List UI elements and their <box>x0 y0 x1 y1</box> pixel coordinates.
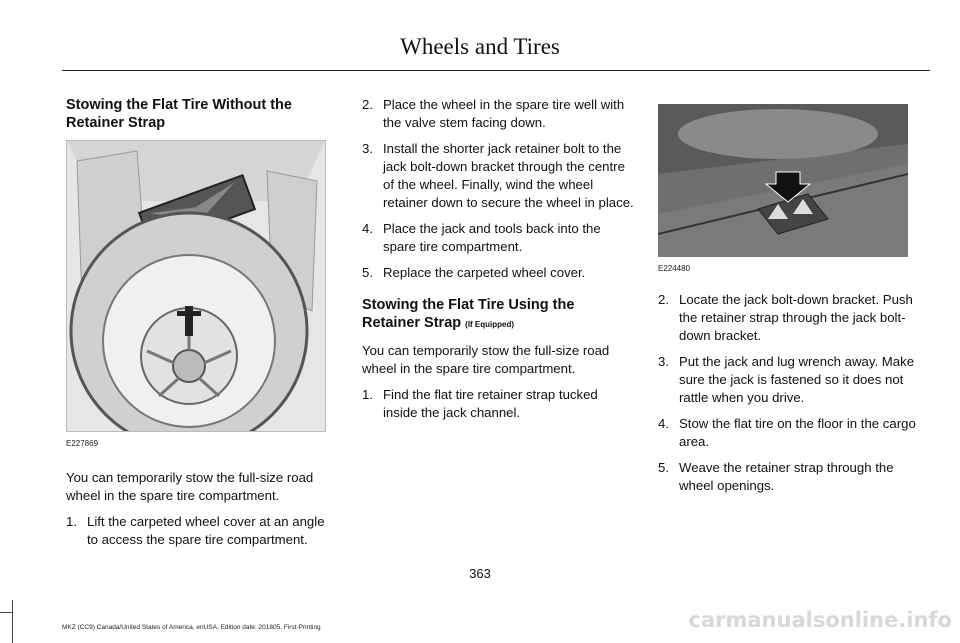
steps-list <box>658 291 926 495</box>
heading-suffix: (If Equipped) <box>465 320 515 329</box>
step-text: Weave the retainer strap through the wheel openings. <box>679 460 894 493</box>
header-divider <box>62 70 930 71</box>
step-text: Replace the carpeted wheel cover. <box>383 265 586 280</box>
section-heading-text: Stowing the Flat Tire Using the Retainer Strap <box>362 297 575 331</box>
list-item <box>658 353 926 407</box>
step-number: 4. <box>362 221 373 236</box>
intro-paragraph: You can temporarily stow the full-size road wheel in the spare tire compartment. <box>362 343 610 376</box>
page-number: 363 <box>469 566 491 581</box>
step-number: 4. <box>658 416 669 431</box>
steps-list <box>362 386 634 422</box>
edition-info: MKZ (CC9) Canada/United States of America, enUSA, Edition date: 201805, First-Printing <box>62 624 321 631</box>
list-item <box>658 291 926 345</box>
step-text: Locate the jack bolt-down bracket. Push the retainer strap through the jack bolt-down bracket. <box>679 292 913 343</box>
step-text: Put the jack and lug wrench away. Make sure the jack is fastened so it does not rattle when you drive. <box>679 354 915 405</box>
list-item <box>362 386 634 422</box>
step-number: 2. <box>362 97 373 112</box>
list-item <box>362 220 634 256</box>
watermark: carmanualsonline.info <box>688 608 952 632</box>
spare-tire-compartment-illustration <box>67 141 325 431</box>
list-item <box>66 513 334 549</box>
column-3 <box>658 104 926 503</box>
figure-code: E227869 <box>66 439 99 448</box>
step-number: 1. <box>362 387 373 402</box>
list-item <box>362 140 634 212</box>
page-title: Wheels and Tires <box>400 34 560 59</box>
list-item <box>658 459 926 495</box>
crop-mark <box>12 600 13 643</box>
list-item <box>362 264 634 282</box>
section-heading-without-strap: Stowing the Flat Tire Without the Retainer Strap <box>66 97 292 131</box>
jack-bracket-illustration <box>658 104 908 257</box>
step-text: Place the jack and tools back into the spare tire compartment. <box>383 221 601 254</box>
step-text: Install the shorter jack retainer bolt to the jack bolt-down bracket through the centre of the wheel. Finally, wind the wheel retainer down to secure the wheel in place. <box>383 141 634 210</box>
step-number: 1. <box>66 514 77 529</box>
step-number: 3. <box>362 141 373 156</box>
intro-paragraph: You can temporarily stow the full-size road wheel in the spare tire compartment. <box>66 470 314 503</box>
crop-mark <box>0 612 12 613</box>
steps-list <box>362 96 634 282</box>
figure-spare-tire-compartment <box>66 140 326 432</box>
column-1 <box>66 96 334 557</box>
step-text: Place the wheel in the spare tire well with the valve stem facing down. <box>383 97 625 130</box>
figure-jack-bolt-down-bracket <box>658 104 908 257</box>
step-number: 2. <box>658 292 669 307</box>
steps-list <box>66 513 334 549</box>
figure-code: E224480 <box>658 264 691 273</box>
section-heading-with-strap <box>362 296 634 334</box>
list-item <box>362 96 634 132</box>
step-text: Lift the carpeted wheel cover at an angle to access the spare tire compartment. <box>87 514 325 547</box>
step-text: Stow the flat tire on the floor in the cargo area. <box>679 416 916 449</box>
step-number: 5. <box>658 460 669 475</box>
column-2 <box>362 96 634 430</box>
list-item <box>658 415 926 451</box>
step-number: 3. <box>658 354 669 369</box>
step-number: 5. <box>362 265 373 280</box>
step-text: Find the flat tire retainer strap tucked inside the jack channel. <box>383 387 598 420</box>
